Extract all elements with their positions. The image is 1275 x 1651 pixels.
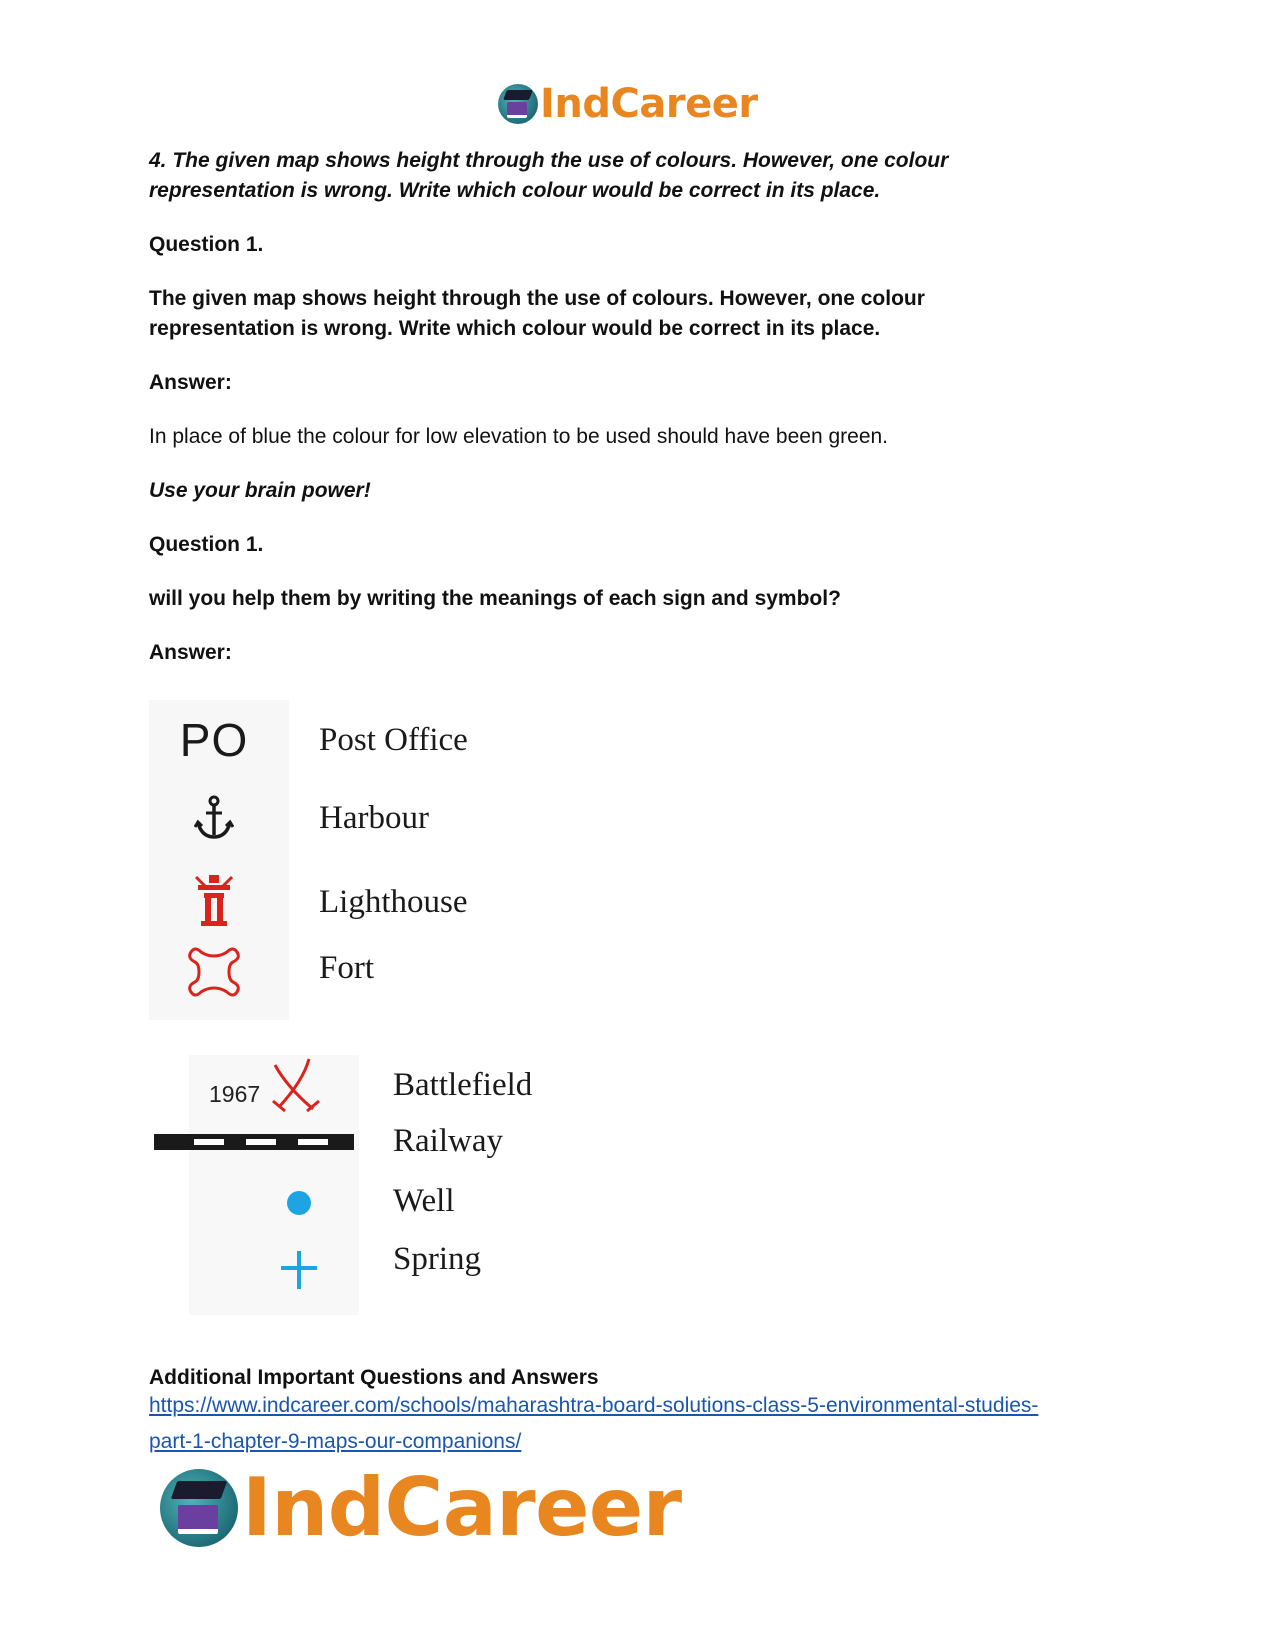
legend-row-well	[149, 1177, 569, 1237]
legend-label-harbour: Harbour	[319, 800, 429, 836]
heading-line-2: representation is wrong. Write which colour would be correct in its place.	[149, 179, 881, 202]
legend-row-post-office	[149, 710, 569, 770]
question-1-label: Question 1.	[149, 233, 264, 256]
brain-power-heading: Use your brain power!	[149, 479, 371, 502]
answer-1-label: Answer:	[149, 371, 232, 394]
question-2-text: will you help them by writing the meanings of each sign and symbol?	[149, 587, 841, 610]
legend-label-battlefield: Battlefield	[393, 1067, 533, 1103]
additional-questions-link-line-2[interactable]: part-1-chapter-9-maps-our-companions/	[149, 1430, 522, 1453]
answer-2-label: Answer:	[149, 641, 232, 664]
additional-questions-title: Additional Important Questions and Answers	[149, 1366, 599, 1389]
battle-year-text: 1967	[209, 1081, 261, 1107]
legend-row-harbour	[149, 788, 569, 848]
legend-row-lighthouse	[149, 870, 569, 930]
legend-label-post-office: Post Office	[319, 722, 468, 758]
logo-bottom	[160, 1463, 700, 1553]
additional-questions-link-line-1[interactable]: https://www.indcareer.com/schools/maharashtra-board-solutions-class-5-environmental-studies-	[149, 1394, 1039, 1417]
legend-row-spring	[149, 1237, 569, 1297]
logo-bottom-text: IndCareer	[242, 1461, 682, 1554]
graduation-cap-logo-icon	[498, 84, 538, 124]
railway-icon	[154, 1117, 354, 1167]
legend-row-fort	[149, 942, 569, 1002]
question-1-line-1: The given map shows height through the use of colours. However, one colour	[149, 287, 925, 310]
legend-row-battlefield	[149, 1055, 569, 1115]
legend-label-fort: Fort	[319, 950, 375, 986]
post-office-symbol-text: PO	[179, 714, 249, 766]
lighthouse-icon	[169, 870, 259, 930]
anchor-icon	[169, 788, 259, 848]
crossed-swords-icon	[199, 1055, 349, 1117]
map-symbols-legend-1	[149, 700, 569, 1020]
answer-1-text: In place of blue the colour for low elevation to be used should have been green.	[149, 425, 889, 448]
spring-plus-icon	[264, 1237, 334, 1303]
question-2-label: Question 1.	[149, 533, 264, 556]
legend-row-railway	[149, 1117, 569, 1177]
well-dot-icon	[269, 1177, 329, 1229]
question-1-line-2: representation is wrong. Write which colour would be correct in its place.	[149, 317, 881, 340]
heading-line-1: 4. The given map shows height through the use of colours. However, one colour	[149, 149, 949, 172]
legend-label-spring: Spring	[393, 1241, 482, 1277]
map-symbols-legend-2	[149, 1055, 569, 1325]
post-office-icon	[169, 710, 259, 770]
legend-label-well: Well	[393, 1183, 455, 1219]
logo-top-text: IndCareer	[540, 81, 758, 127]
graduation-cap-logo-icon	[160, 1469, 238, 1547]
logo-top	[498, 80, 778, 128]
legend-label-lighthouse: Lighthouse	[319, 884, 468, 920]
legend-label-railway: Railway	[393, 1123, 503, 1159]
fort-icon	[169, 942, 259, 1002]
